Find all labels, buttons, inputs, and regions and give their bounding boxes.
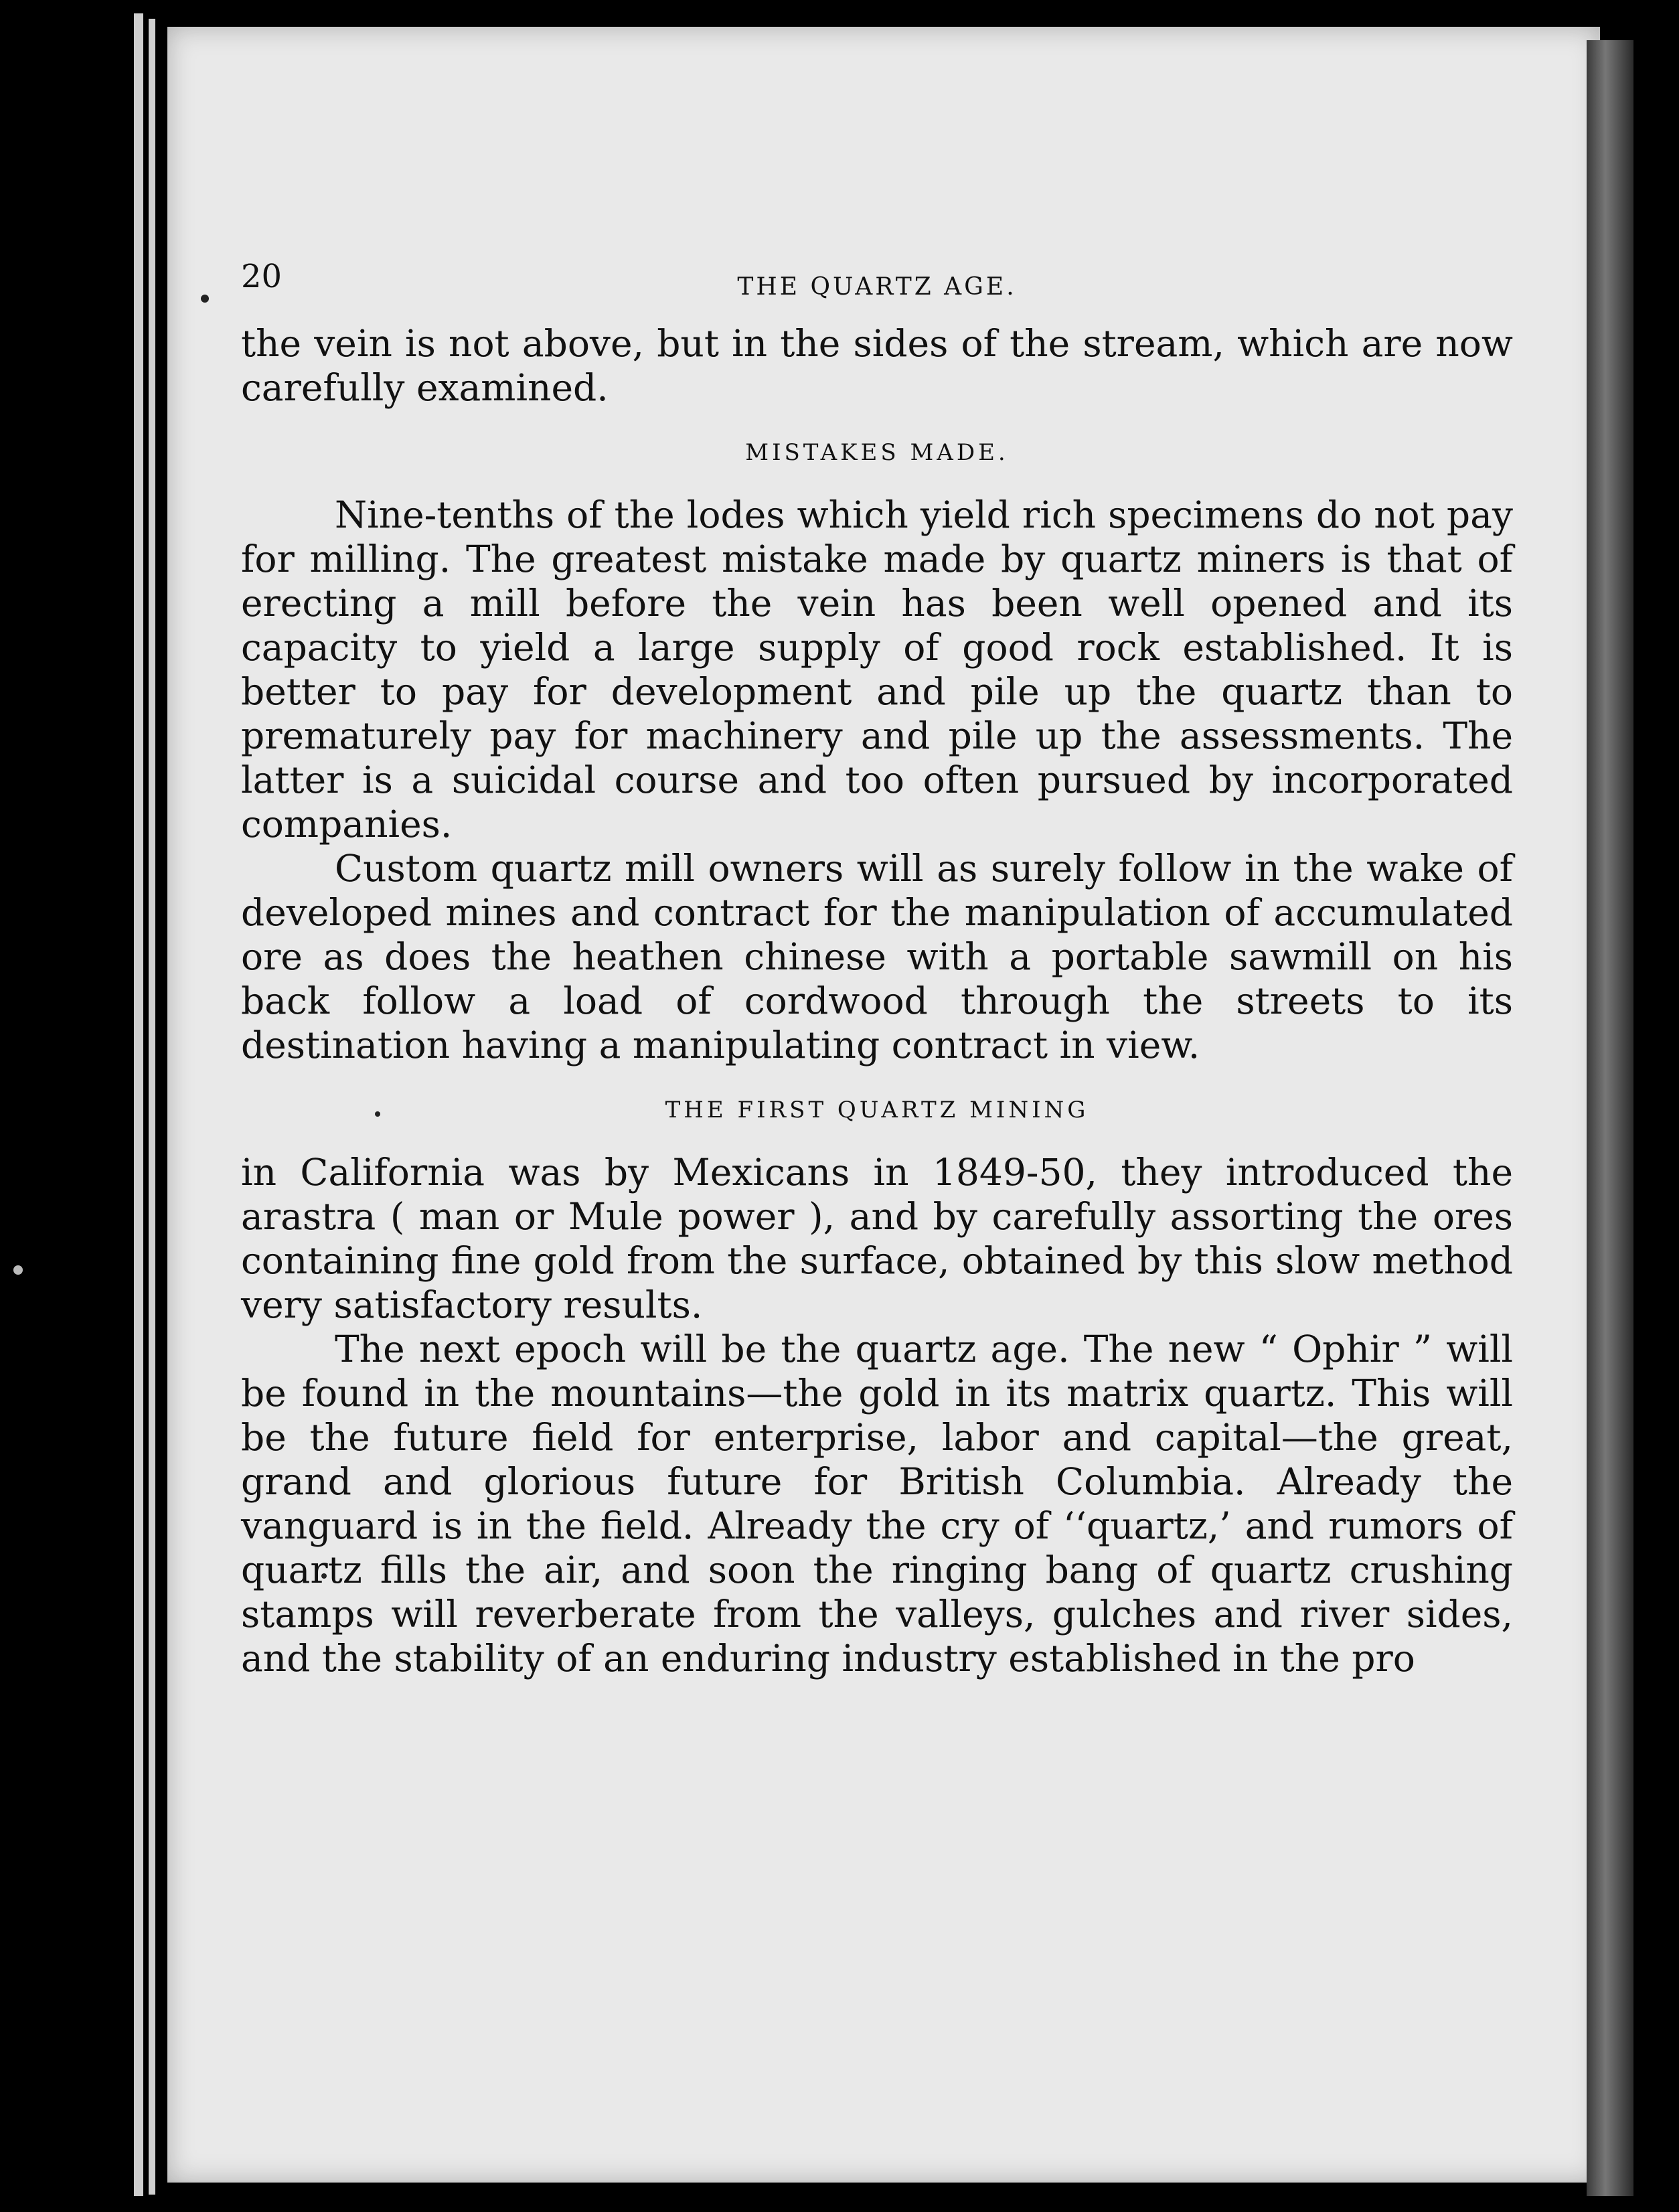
page-number: 20 bbox=[241, 258, 283, 295]
specks bbox=[13, 1265, 23, 1275]
paragraph: the vein is not above, but in the sides of the stream, which are now carefully examined. bbox=[241, 322, 1513, 409]
section-heading: MISTAKES MADE. bbox=[745, 439, 1009, 466]
paragraph: The next epoch will be the quartz age. The new “ Ophir ” will be found in the mountains—the gold in its matrix quartz. This will be the future field for enterprise, labor and capital—the great, grand and glorious future for British Columbia. Already the vanguard is in the field. Already the cry of ‘‘quartz,’ and rumors of quartz fills the air, and soon the ringing bang of quartz crushing stamps will reverberate from the valleys, gulches and river sides, and the stability of an enduring industry established in the pro bbox=[241, 1328, 1513, 1680]
page-edge bbox=[149, 19, 155, 2195]
page-header bbox=[241, 248, 1513, 321]
page-edge bbox=[134, 13, 143, 2196]
specks bbox=[201, 295, 209, 303]
paragraph: in California was by Mexicans in 1849-50, they introduced the arastra ( man or Mule power ), and by carefully assorting the ores containing fine gold from the surface, obtained by this slow method very satisfactory results. bbox=[241, 1151, 1513, 1326]
section-heading: THE FIRST QUARTZ MINING bbox=[665, 1097, 1089, 1123]
book-spine bbox=[1587, 40, 1633, 2196]
paragraph: Custom quartz mill owners will as surely follow in the wake of developed mines and contract for the manipulation of accumulated ore as does the heathen chinese with a portable sawmill on his back follow a load of cordwood through the streets to its destination having a manipulating contract in view. bbox=[241, 847, 1513, 1066]
paragraph: Nine-tenths of the lodes which yield rich specimens do not pay for milling. The greatest mistake made by quartz miners is that of erecting a mill before the vein has been well opened and its capacity to yield a large supply of good rock established. It is better to pay for development and pile up the quartz than to prematurely pay for machinery and pile up the assessments. The latter is a suicidal course and too often pursued by incorporated companies. bbox=[241, 493, 1513, 846]
running-head: THE QUARTZ AGE. bbox=[737, 273, 1017, 301]
page-text bbox=[241, 248, 1513, 1680]
